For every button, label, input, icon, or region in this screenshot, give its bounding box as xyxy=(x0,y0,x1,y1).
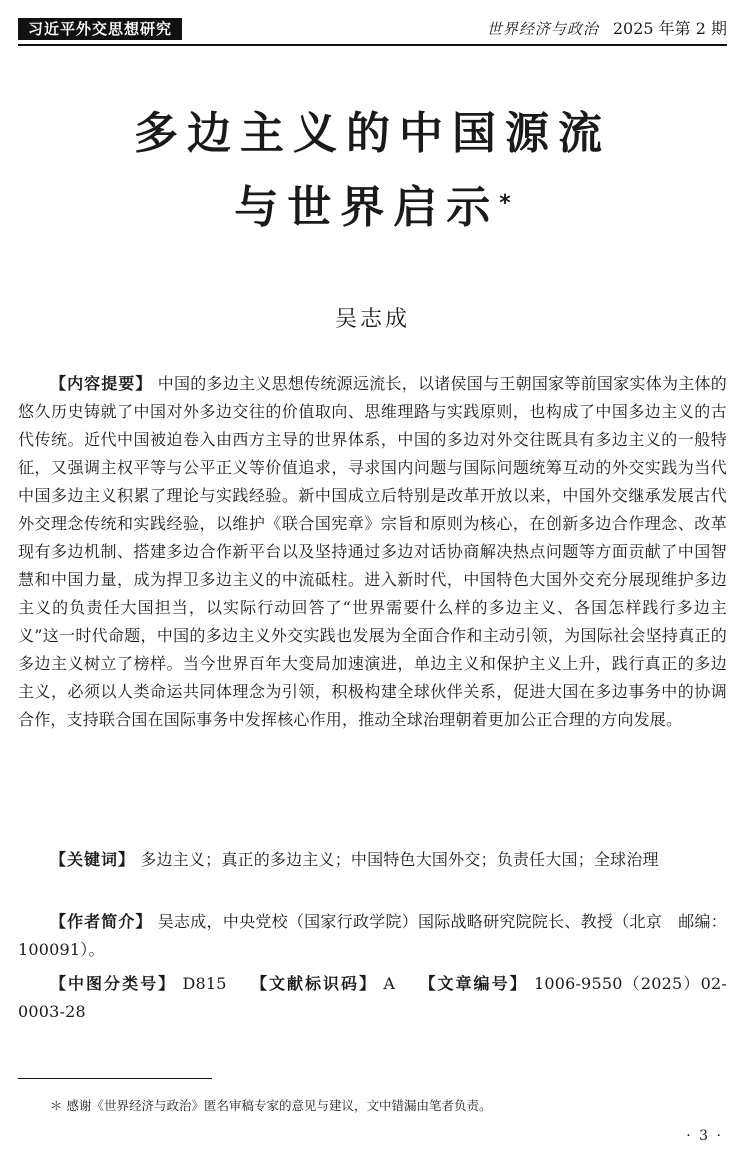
author-bio-label: 【作者简介】 xyxy=(50,912,153,931)
header-rule xyxy=(18,44,727,46)
keywords xyxy=(18,846,727,874)
clc-value: D815 xyxy=(182,974,227,993)
author-bio-text: 吴志成，中央党校（国家行政学院）国际战略研究院院长、教授（北京 邮编：100091）。 xyxy=(18,912,727,959)
author-name: 吴志成 xyxy=(334,307,410,332)
article-title-line-2 xyxy=(0,178,745,238)
footnote: ＊ 感谢《世界经济与政治》匿名审稿专家的意见与建议，文中错漏由笔者负责。 xyxy=(50,1098,492,1113)
issue-number: 2025 年第 2 期 xyxy=(612,19,727,38)
journal-name: 世界经济与政治 xyxy=(486,20,599,38)
running-header xyxy=(18,14,727,44)
abstract-text: 中国的多边主义思想传统源远流长，以诸侯国与王朝国家等前国家实体为主体的悠久历史铸就了中国对外多边交往的价值取向、思维理路与实践原则，也构成了中国多边主义的古代传统。近代中国被迫卷入由西方主导的世界体系，中国的多边对外交往既具有多边主义的一般特征，又强调主权平等与公平正义等价值追求，寻求国内问题与国际问题统筹互动的外交实践为当代中国多边主义积累了理论与实践经验。新中国成立后特别是改革开放以来，中国外交继承发展古代外交理念传统和实践经验，以维护《联合国宪章》宗旨和原则为核心，在创新多边合作理念、改革现有多边机制、搭建多边合作新平台以及坚持通过多边对话协商解决热点问题等方面贡献了中国智慧和中国力量，成为捍卫多边主义的中流砥柱。进入新时代，中国特色大国外交充分展现维护多边主义的负责任大国担当，以实际行动回答了“世界需要什么样的多边主义、各国怎样践行多边主义”这一时代命题，中国的多边主义外交实践也发展为全面合作和主动引领，为国际社会坚持真正的多边主义树立了榜样。当今世界百年大变局加速演进，单边主义和保护主义上升，践行真正的多边主义，必须以人类命运共同体理念为引领，积极构建全球伙伴关系，促进大国在多边事务中的协调合作，支持联合国在国际事务中发挥核心作用，推动全球治理朝着更加公正合理的方向发展。 xyxy=(18,374,727,729)
page-number: · 3 · xyxy=(686,1128,723,1144)
article-number-value: 1006-9550（2025）02-0003-28 xyxy=(18,974,727,1021)
author-bio xyxy=(18,908,727,964)
section-badge: 习近平外交思想研究 xyxy=(18,18,182,40)
keywords-label: 【关键词】 xyxy=(50,850,136,869)
classification xyxy=(18,970,727,1026)
footnote-rule xyxy=(18,1078,212,1079)
doc-code-label: 【文献标识码】 xyxy=(250,974,378,993)
doc-code-value: A xyxy=(383,974,396,993)
title-footnote-mark: * xyxy=(499,191,511,216)
article-number-label: 【文章编号】 xyxy=(419,974,528,993)
clc-label: 【中图分类号】 xyxy=(50,974,177,993)
abstract-label: 【内容提要】 xyxy=(50,374,153,393)
keywords-text: 多边主义；真正的多边主义；中国特色大国外交；负责任大国；全球治理 xyxy=(140,850,659,869)
abstract xyxy=(18,370,727,734)
journal-info xyxy=(487,18,727,40)
article-title-line-1: 多边主义的中国源流 xyxy=(134,108,611,159)
title-line-2-text: 与世界启示 xyxy=(234,182,500,233)
